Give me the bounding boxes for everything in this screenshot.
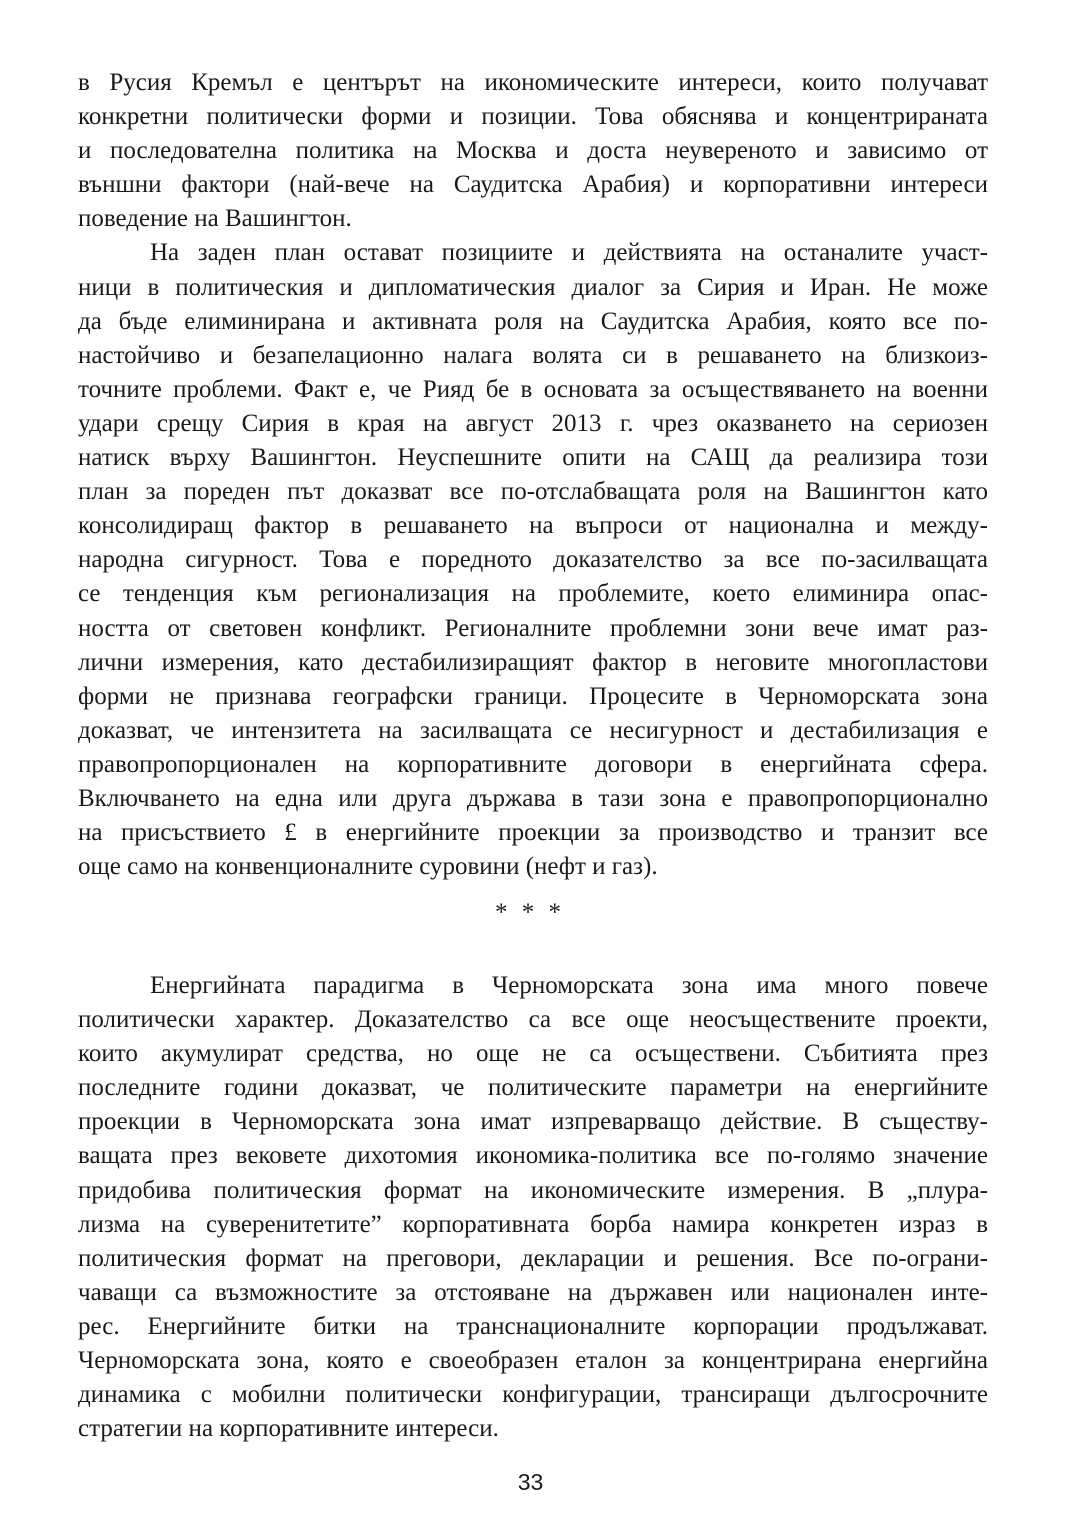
- text-line: да бъде елиминирана и активната роля на Саудитска Арабия, която все по-: [78, 307, 988, 335]
- text-line: проекции в Черноморската зона имат изпреварващо действие. В съществу-: [78, 1108, 988, 1136]
- text-line: Енергийната парадигма в Черноморската зона има много повече: [150, 972, 988, 999]
- text-line: които акумулират средства, но още не са осъществени. Събитията през: [78, 1040, 988, 1068]
- text-line: удари срещу Сирия в края на август 2013 г. чрез оказването на сериозен: [78, 409, 988, 437]
- text-line: На заден план остават позициите и действията на останалите участ-: [150, 239, 988, 267]
- text-line: ващата през вековете дихотомия икономика-политика все по-голямо значение: [78, 1142, 988, 1170]
- text-line: Включването на една или друга държава в тази зона е правопропорционално: [78, 784, 988, 812]
- text-line: форми не признава географски граници. Процесите в Черноморската зона: [78, 682, 988, 710]
- section-separator: * * *: [495, 899, 565, 926]
- text-line: придобива политическия формат на икономическите измерения. В „плура-: [78, 1176, 988, 1204]
- text-line: стратегии на корпоративните интереси.: [78, 1415, 499, 1443]
- text-line: се тенденция към регионализация на проблемите, което елиминира опас-: [78, 580, 988, 608]
- text-line: ността от световен конфликт. Регионалните проблемни зони вече имат раз-: [78, 614, 988, 642]
- text-line: народна сигурност. Това е поредното доказателство за все по-засилващата: [78, 546, 988, 574]
- text-line: правопропорционален на корпоративните договори в енергийната сфера.: [78, 750, 988, 778]
- text-line: рес. Енергийните битки на транснационалните корпорации продължават.: [78, 1312, 988, 1340]
- text-line: лични измерения, като дестабилизиращият фактор в неговите многопластови: [78, 648, 988, 676]
- paragraph-1: [78, 66, 988, 236]
- text-line: чаващи са възможностите за отстояване на държавен или национален инте-: [78, 1278, 988, 1306]
- text-line: динамика с мобилни политически конфигурации, трансиращи дългосрочните: [78, 1381, 988, 1409]
- text-line: последните години доказват, че политическите параметри на енергийните: [78, 1074, 988, 1102]
- paragraph-3: [78, 969, 988, 1446]
- text-line: точните проблеми. Факт е, че Рияд бе в основата за осъществяването на военни: [78, 375, 988, 403]
- text-line: политическия формат на преговори, декларации и решения. Все по-ограни-: [78, 1244, 988, 1272]
- text-line: още само на конвенционалните суровини (нефт и газ).: [78, 853, 658, 881]
- text-line: лизма на суверенитетите” корпоративната борба намира конкретен израз в: [78, 1210, 988, 1238]
- text-line: външни фактори (най-вече на Саудитска Арабия) и корпоративни интереси: [78, 171, 988, 199]
- text-line: ници в политическия и дипломатическия диалог за Сирия и Иран. Не може: [78, 273, 988, 301]
- text-line: консолидиращ фактор в решаването на въпроси от национална и между-: [78, 512, 988, 540]
- text-line: доказват, че интензитета на засилващата се несигурност и дестабилизация е: [78, 716, 988, 744]
- text-line: Черноморската зона, която е своеобразен еталон за концентрирана енергийна: [78, 1347, 988, 1375]
- text-line: конкретни политически форми и позиции. Това обяснява и концентрираната: [78, 103, 988, 131]
- text-block-upper: [78, 66, 988, 884]
- text-line: и последователна политика на Москва и доста неувереното и зависимо от: [78, 137, 988, 165]
- text-block-lower: [78, 969, 988, 1446]
- text-line: на присъствието £ в енергийните проекции за производство и транзит все: [78, 819, 988, 847]
- text-line: план за пореден път доказват все по-отслабващата роля на Вашингтон като: [78, 478, 988, 506]
- paragraph-2: [78, 236, 988, 884]
- text-line: натиск върху Вашингтон. Неуспешните опити на САЩ да реализира този: [78, 444, 988, 472]
- text-line: политически характер. Доказателство са все още неосъществените проекти,: [78, 1006, 988, 1034]
- text-line: в Русия Кремъл е центърът на икономическите интереси, които получават: [78, 69, 988, 96]
- text-line: настойчиво и безапелационно налага волята си в решаването на близкоиз-: [78, 341, 988, 369]
- text-line: поведение на Вашингтон.: [78, 205, 352, 233]
- page-number: 33: [517, 1469, 544, 1495]
